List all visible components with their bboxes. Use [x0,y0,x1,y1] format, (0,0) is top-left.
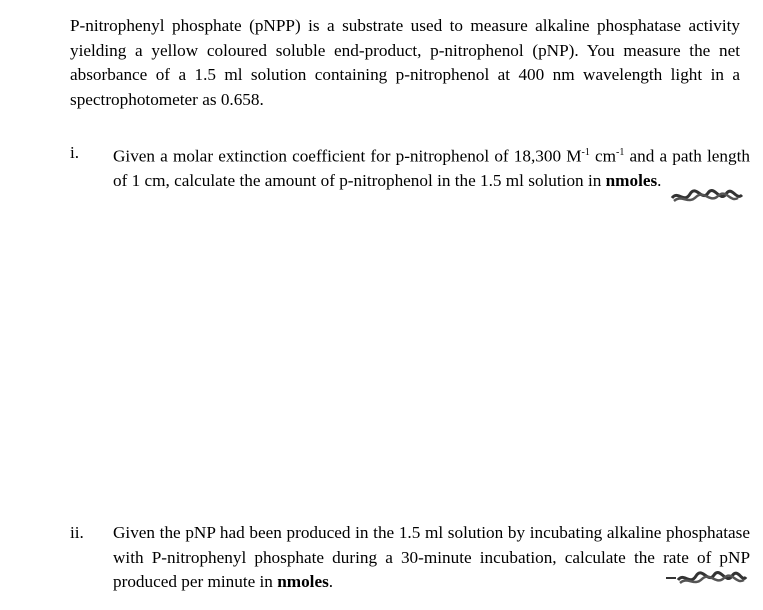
question-text-end: . [328,572,334,591]
question-i [70,141,750,194]
question-ii [70,521,750,595]
unit-bold: nmoles [605,171,658,191]
question-text-a: Given the pNP had been produced in the 1.5 ml solution by incubating alkaline phosphatase with P-nitrophenyl phosphate during a 30-minute incubation, calculate the rate of pNP produced per minute in [113,523,750,591]
superscript-1: -1 [581,147,590,158]
intro-paragraph: P-nitrophenyl phosphate (pNPP) is a substrate used to measure alkaline phosphatase activity yielding a yellow coloured soluble end-product, p-nitrophenol (pNP). You measure the net absorbance of a 1.5 ml solution containing p-nitrophenol at 400 nm wavelength light in a spectrophotometer as 0.658. [70,16,740,109]
marks-annotation [668,186,748,208]
question-number: i. [70,143,80,162]
marks-label [690,569,748,586]
question-text-a: Given a molar extinction coefficient for p-nitrophenol of 18,300 M [113,146,582,166]
unit-bold: nmoles [277,572,329,591]
superscript-2: -1 [616,147,625,158]
question-text [113,141,750,194]
question-text [113,521,750,595]
question-text-b: cm [589,146,617,166]
marks-annotation [664,568,750,590]
question-text-end: . [657,171,662,191]
marks-label [688,187,746,204]
question-number: ii. [70,523,84,542]
question-text-c: and a path length of 1 cm, calculate the amount of p-nitrophenol in the 1.5 ml solution in [113,146,750,191]
